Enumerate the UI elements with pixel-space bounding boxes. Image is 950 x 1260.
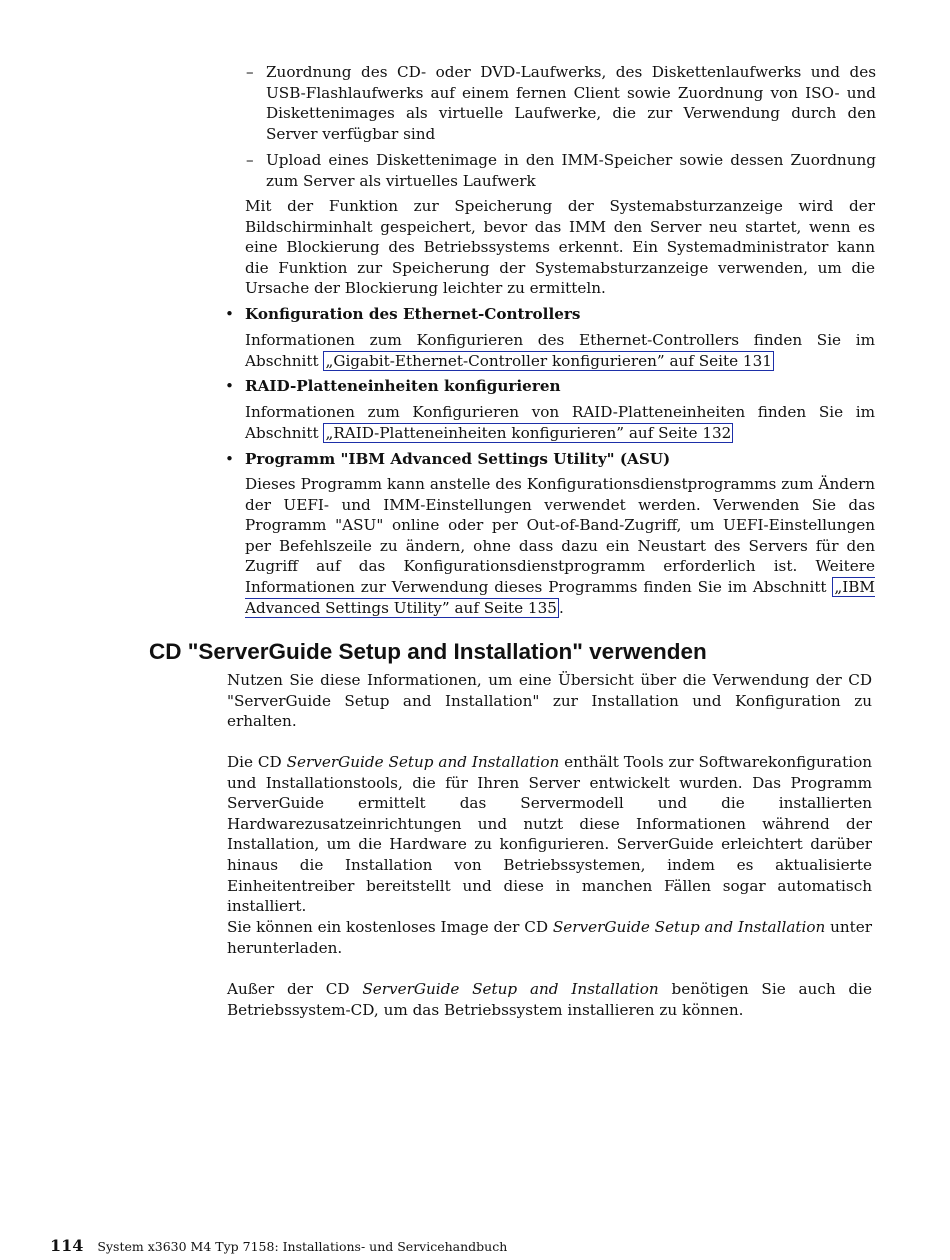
dash-item-text: Zuordnung des CD- oder DVD-Laufwerks, des Diskettenlaufwerks und des USB-Flashlaufwerks auf einem fernen Client sowie Zuordnung von ISO- und Diskettenimages als virtuelle Laufwerke, die zur Verwendung durch den Server verfügbar sind bbox=[266, 63, 876, 143]
section-intro-paragraph: Nutzen Sie diese Informationen, um eine Übersicht über die Verwendung der CD "ServerGuide Setup and Installation" zur Installation und Konfiguration zu erhalten. bbox=[227, 671, 872, 731]
page-number: 114 bbox=[50, 1236, 84, 1255]
paragraph-text: enthält Tools zur Softwarekonfiguration und Installationstools, die für Ihren Server entwickelt wurden. Das Programm ServerGuide ermittelt das Servermodell und die installierten Hardwarezusatzeinrichtungen und nutzt diese Informationen während der Installation, um die Hardware zu konfigurieren. ServerGuide erleichtert darüber hinaus die Installation von Betriebssystemen, indem es aktualisierte Einheitentreiber bereitstellt und diese in manchen Fällen sogar automatisch installiert. bbox=[227, 753, 872, 916]
bullet-body bbox=[245, 402, 875, 443]
bullet-body bbox=[245, 474, 875, 618]
crash-capture-paragraph: Mit der Funktion zur Speicherung der Systemabsturzanzeige wird der Bildschirminhalt gespeichert, bevor das IMM den Server neu startet, wenn es eine Blockierung des Betriebssystems erkennt. Ein Systemadministrator kann die Funktion zur Speicherung der Systemabsturzanzeige verwenden, um die Ursache der Blockierung leichter zu ermitteln. bbox=[245, 197, 875, 298]
bullet-heading: Programm "IBM Advanced Settings Utility" (ASU) bbox=[245, 450, 671, 468]
cross-reference-link[interactable]: „RAID-Platteneinheiten konfigurieren” auf Seite 132 bbox=[325, 423, 732, 442]
product-name-italic: ServerGuide Setup and Installation bbox=[362, 980, 659, 998]
bullet-heading: RAID-Platteneinheiten konfigurieren bbox=[245, 377, 561, 395]
bullet-text: Dieses Programm kann anstelle des Konfigurationsdienstprogramms zum Ändern der UEFI- und IMM-Einstellungen verwendet werden. Verwenden Sie das Programm "ASU" online oder per Out-of-Band-Zugriff, um UEFI-Einstellungen per Befehlszeile zu ändern, ohne dass dazu ein Neustart des Servers für den Zugriff auf das Konfigurationsdienstprogramm erforderlich ist. Weitere Informationen zur Verwendung dieses Programms finden Sie im Abschnitt bbox=[245, 475, 875, 596]
bullet-marker: • bbox=[225, 377, 234, 395]
paragraph-text: Außer der CD bbox=[227, 980, 363, 998]
paragraph-text: unter herunterladen. bbox=[227, 918, 873, 957]
product-name-italic: ServerGuide Setup and Installation bbox=[552, 918, 826, 936]
paragraph-text: Sie können ein kostenloses Image der CD bbox=[227, 918, 553, 936]
cross-reference-link[interactable]: „IBM Advanced Settings Utility” auf Seite 135 bbox=[245, 577, 875, 617]
dash-marker: – bbox=[246, 151, 254, 169]
paragraph-text: benötigen Sie auch die Betriebssystem-CD, um das Betriebssystem installieren zu können. bbox=[227, 980, 873, 1019]
product-name-italic: ServerGuide Setup and Installation bbox=[286, 753, 560, 771]
footer-title: System x3630 M4 Typ 7158: Installations- und Servicehandbuch bbox=[97, 1239, 508, 1254]
cross-reference-link[interactable]: „Gigabit-Ethernet-Controller konfigurieren” auf Seite 131 bbox=[325, 351, 772, 370]
bullet-text-end: . bbox=[558, 598, 564, 617]
dash-marker: – bbox=[246, 63, 254, 81]
bullet-heading: Konfiguration des Ethernet-Controllers bbox=[245, 305, 581, 323]
bullet-text: Informationen zum Konfigurieren von RAID-Platteneinheiten finden Sie im Abschnitt bbox=[245, 403, 875, 442]
page-footer bbox=[50, 1236, 507, 1255]
bullet-body bbox=[245, 330, 875, 371]
section-heading: CD "ServerGuide Setup and Installation" verwenden bbox=[149, 639, 707, 664]
serverguide-description-paragraph bbox=[227, 752, 872, 917]
bullet-marker: • bbox=[225, 305, 234, 323]
dash-list-item bbox=[246, 150, 876, 191]
dash-item-text: Upload eines Diskettenimage in den IMM-Speicher sowie dessen Zuordnung zum Server als virtuelles Laufwerk bbox=[266, 151, 876, 190]
download-paragraph bbox=[227, 917, 872, 958]
bullet-text: Informationen zum Konfigurieren des Ethernet-Controllers finden Sie im Abschnitt bbox=[245, 331, 875, 370]
paragraph-text: Die CD bbox=[227, 753, 287, 771]
os-cd-paragraph bbox=[227, 979, 872, 1020]
dash-list-item bbox=[246, 62, 876, 144]
bullet-marker: • bbox=[225, 450, 234, 468]
